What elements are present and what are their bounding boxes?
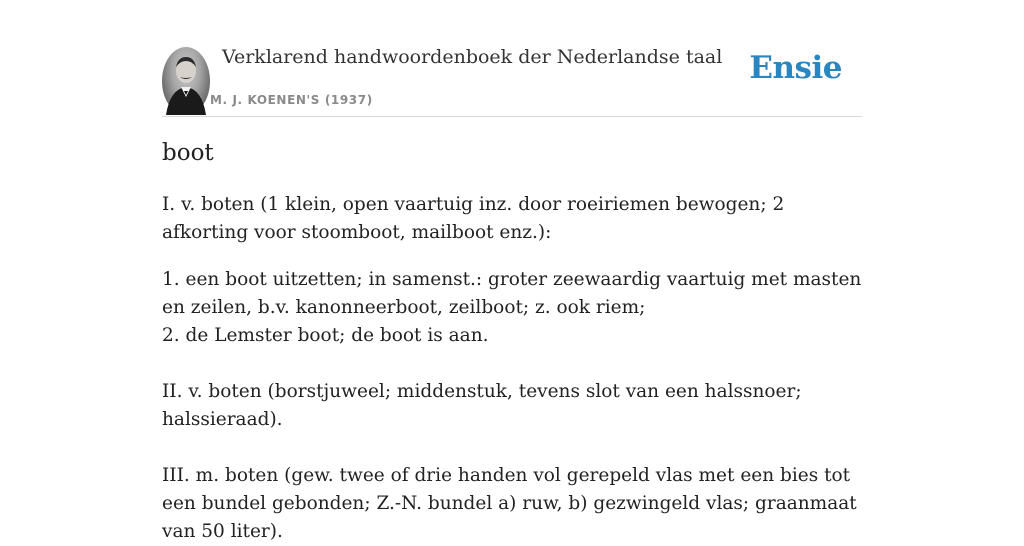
definition-paragraph: III. m. boten (gew. twee of drie handen vol gerepeld vlas met een bies tot een bundel gebonden; Z.-N. bundel a) ruw, b) gezwingeld vlas; graanmaat van 50 liter). bbox=[162, 465, 857, 542]
brand-logo-link[interactable]: Ensie bbox=[749, 50, 842, 86]
definition-paragraph: II. v. boten (borstjuweel; middenstuk, tevens slot van een halssnoer; halssieraad). bbox=[162, 381, 802, 430]
definition-paragraph: 1. een boot uitzetten; in samenst.: groter zeewaardig vaartuig met masten en zeilen, b.v. kanonneerboot, zeilboot; z. ook riem; bbox=[162, 269, 862, 318]
book-subtitle: M. J. KOENEN'S (1937) bbox=[210, 93, 373, 107]
dictionary-header bbox=[162, 46, 862, 117]
paragraph-spacer bbox=[162, 350, 862, 378]
definition-paragraph: 2. de Lemster boot; de boot is aan. bbox=[162, 325, 489, 346]
entry-headword: boot bbox=[162, 140, 214, 166]
entry-definition bbox=[162, 191, 862, 546]
definition-paragraph: I. v. boten (1 klein, open vaartuig inz. door roeiriemen bewogen; 2 afkorting voor stoomboot, mailboot enz.): bbox=[162, 194, 785, 243]
paragraph-spacer bbox=[162, 434, 862, 462]
book-title: Verklarend handwoordenboek der Nederlandse taal bbox=[222, 46, 723, 68]
author-portrait-icon bbox=[162, 47, 210, 115]
